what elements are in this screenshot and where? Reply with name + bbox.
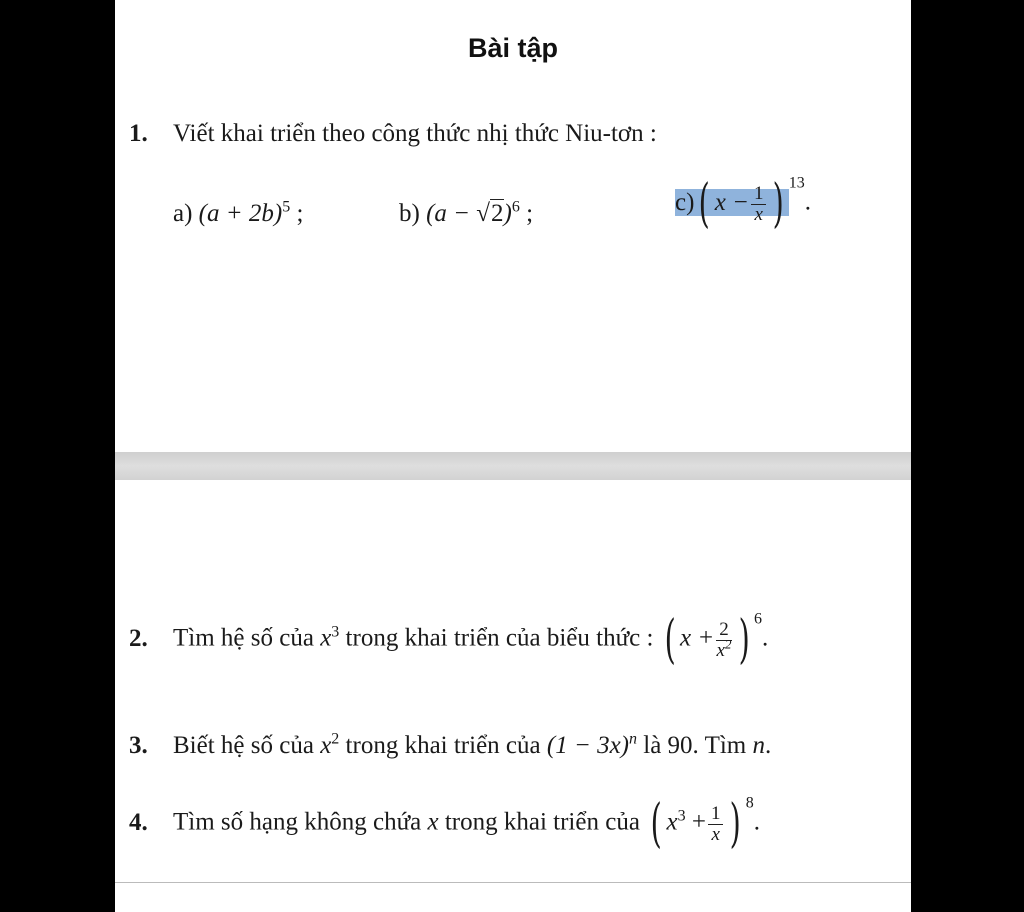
problem-1b [399,200,533,228]
variable: x [427,808,439,836]
page-gap [115,452,911,480]
punctuation: . [804,188,811,216]
fraction [716,620,732,661]
right-paren: ) [738,610,750,670]
problem-text: Viết khai triển theo công thức nhị thức Niu-tơn : [173,120,657,147]
left-paren: ( [698,174,711,234]
variable: x [320,732,332,759]
numerator: 1 [708,804,724,825]
document-page-1 [115,0,911,452]
problem-text: trong khai triển của [444,808,640,836]
punctuation: ; [526,200,534,227]
highlighted-expression [694,174,788,234]
variable: n [752,732,766,759]
problem-1a [173,200,303,228]
document-page-2 [115,480,911,883]
item-label: a) [173,200,193,227]
problem-2 [129,610,769,670]
denominator [716,636,732,661]
right-paren: ) [773,174,785,234]
math-lead: x − [714,188,749,216]
exponent: 2 [331,730,340,748]
math-lead: x + [680,624,715,652]
page-3-top [115,883,911,912]
math-expression-start: (a − √ [426,200,490,227]
punctuation: . [765,732,772,759]
problem-text: Tìm hệ số của [173,624,314,652]
exponent: 13 [788,174,805,192]
problem-text: trong khai triển của [345,732,541,759]
denominator: x [754,203,763,225]
exponent: n [629,730,637,748]
page-title: Bài tập [467,33,559,63]
exponent: 5 [282,198,291,216]
exponent: 8 [745,794,754,812]
problem-number: 3. [129,732,148,759]
numerator: 1 [751,184,767,205]
punctuation: . [753,808,760,836]
problem-number: 2. [129,624,148,652]
denominator-exponent: 2 [724,636,732,652]
problem-number: 4. [129,808,148,836]
denominator: x [711,823,720,845]
math-expression: (a + 2b) [198,200,283,227]
problem-number: 1. [129,120,148,147]
exponent: 6 [754,610,763,628]
exponent: 6 [511,198,520,216]
problem-text: Biết hệ số của [173,732,314,759]
problem-4 [129,794,760,854]
problem-1c [675,174,811,234]
left-paren: ( [664,610,676,670]
math-lead: x [666,808,678,836]
problem-text: Tìm số hạng không chứa [173,808,422,836]
problem-1 [129,120,657,148]
math-expression-end: ) [503,200,512,227]
left-paren: ( [650,794,662,854]
punctuation: ; [296,200,304,227]
punctuation: . [762,624,769,652]
item-label: b) [399,200,420,227]
numerator: 2 [716,620,732,641]
problem-text: là 90. Tìm [643,732,747,759]
problem-3 [129,732,771,760]
fraction [708,804,724,845]
right-paren: ) [730,794,742,854]
variable: x [320,624,332,652]
plus-sign: + [691,808,706,836]
item-label: c) [675,188,695,216]
fraction [751,184,767,225]
radicand: 2 [491,200,504,227]
math-expression: (1 − 3x) [546,732,629,759]
denominator-var: x [716,639,725,661]
exponent: 3 [331,623,340,641]
lead-exponent: 3 [677,807,686,825]
problem-text: trong khai triển của biểu thức : [345,624,654,652]
